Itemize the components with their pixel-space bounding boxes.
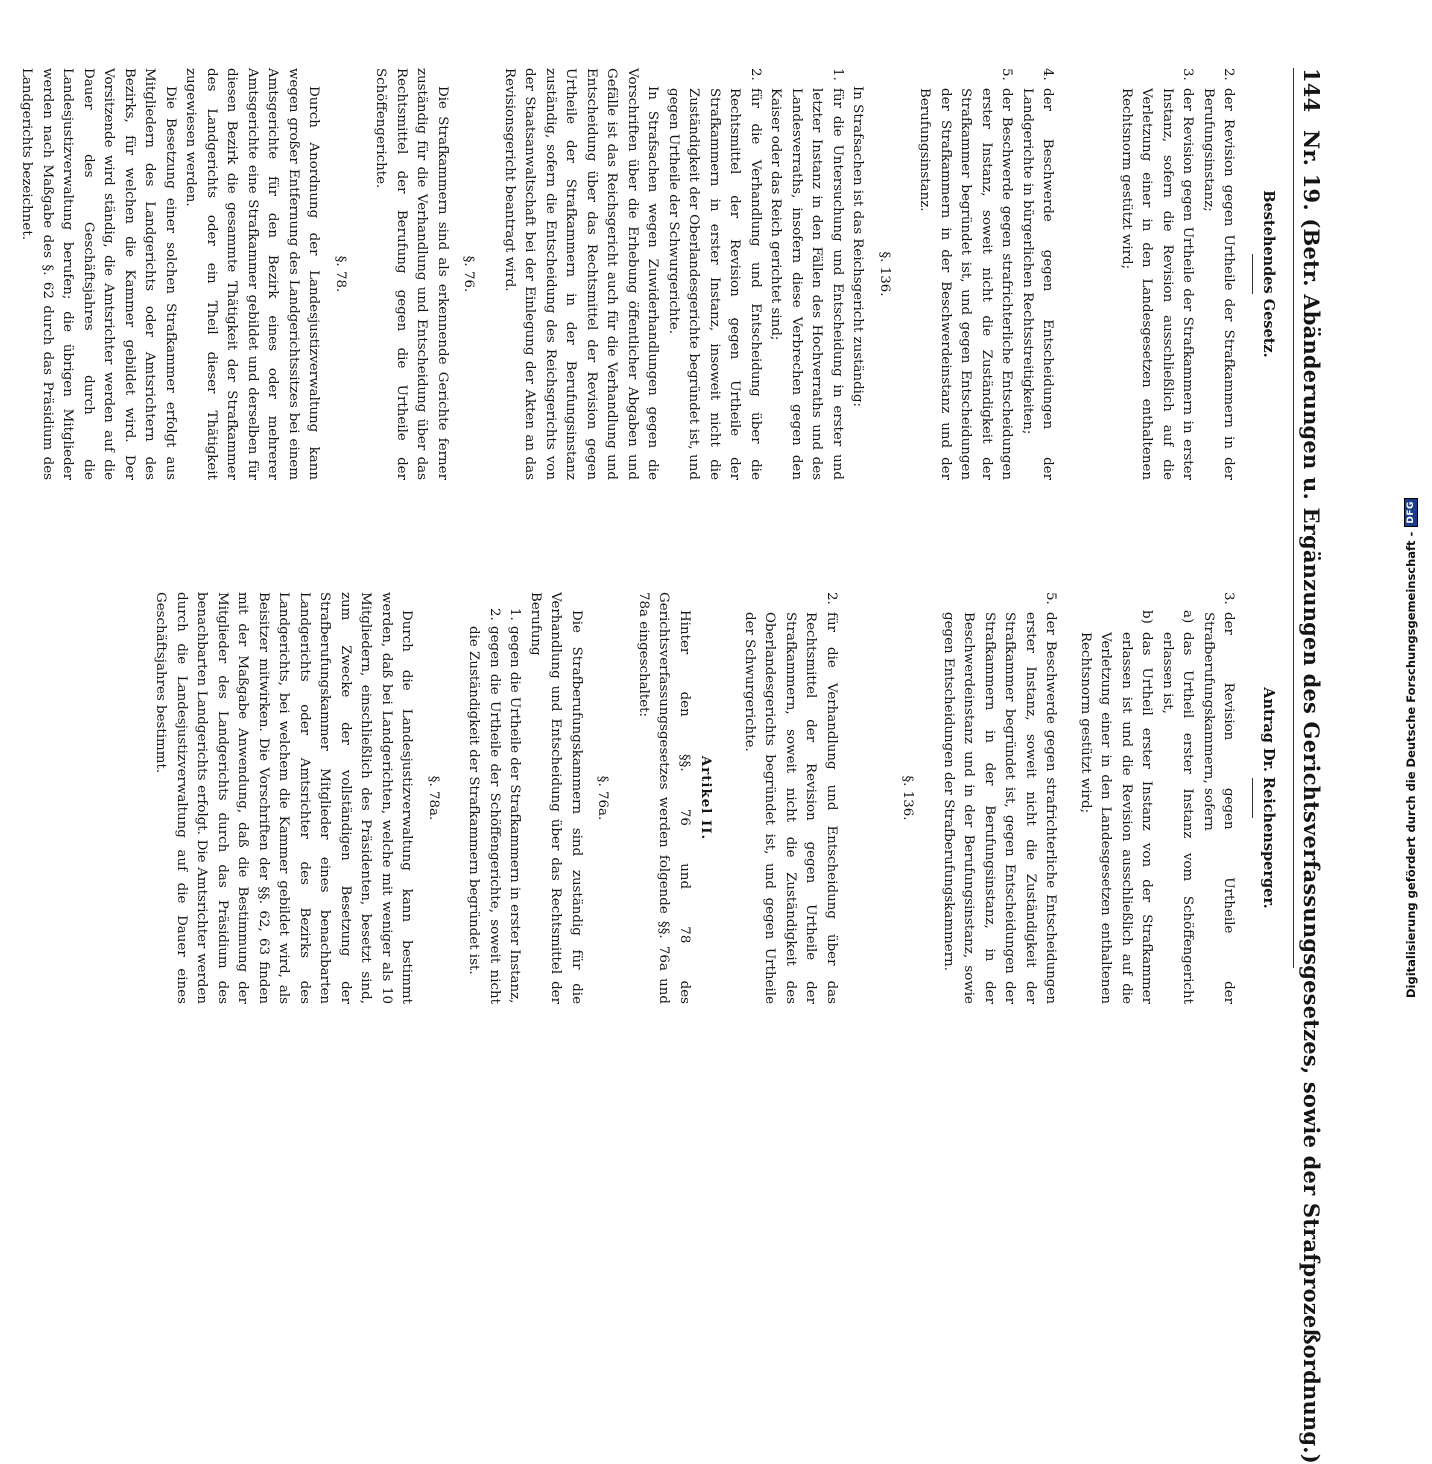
list-subitem: b) das Urtheil erster Instanz von der Strafkammer erlassen ist und die Revision ausschließlich auf die Verletzung einer in den Landesgesetzen enthaltenen Rechtsnorm gestützt wird; <box>1078 610 1155 1004</box>
paragraph: Die Strafkammern sind als erkennende Gerichte ferner zuständig für die Verhandlung und Entscheidung über das Rechtsmittel der Berufung gegen die Urtheile der Schöffengerichte. <box>373 68 450 480</box>
list-item: 1. gegen die Urtheile der Strafkammern in erster Instanz, <box>507 608 523 1004</box>
right-column-title: Antrag Dr. Reichensperger. <box>1260 687 1277 909</box>
article-heading: Artikel II. <box>698 755 715 841</box>
paragraph: Die Besetzung einer solchen Strafkammer erfolgt aus Mitgliedern des Landgerichts oder Amtsrichtern des Bezirks, für welchen die Kammer gebildet wird. Der Vorsitzende wird ständig, die Amtsrichter werden auf die Dauer des Geschäftsjahres durch die Landesjustizverwaltung berufen; die übrigen Mitglieder werden nach Maßgabe des §. 62 durch das Präsidium des Landgerichts bezeichnet. <box>19 68 178 480</box>
title-rule <box>1253 778 1254 818</box>
credit-text: Digitalisierung gefördert durch die Deutsche Forschungsgemeinschaft - <box>1404 531 1418 998</box>
header-rule <box>1293 68 1294 968</box>
left-column-existing-law <box>16 68 1278 480</box>
paragraph: Durch Anordnung der Landesjustizverwaltung kann wegen großer Entfernung des Landgerichtssitzes bei einem Amtsgerichte für den Bezirk eines oder mehrerer Amtsgerichte eine Strafkammer gebildet und derselben für diesen Bezirk die gesammte Thätigkeit der Strafkammer des Landgerichts oder ein Theil dieser Thätigkeit zugewiesen werden. <box>183 68 322 480</box>
paragraph: Die Strafberufungskammern sind zuständig für die Verhandlung und Entscheidung über das Rechtsmittel der Berufung <box>528 592 584 1004</box>
page-header-title: Nr. 19. (Betr. Abänderungen u. Ergänzungen des Gerichtsverfassungsgesetzes, sowie der Strafprozeßordnung.) <box>1299 129 1324 1464</box>
list-item: 1. für die Untersuchung und Entscheidung in erster und letzter Instanz in den Fällen des Hochverraths und des Landesverraths, insofern diese Verbrechen gegen den Kaiser oder das Reich gerichtet sind; <box>768 68 845 480</box>
title-rule <box>1253 254 1254 294</box>
digitization-credit <box>1404 498 1418 998</box>
list-item: 2. für die Verhandlung und Entscheidung über das Rechtsmittel der Revision gegen Urtheile der Strafkammern, soweit nicht die Zuständigkeit des Oberlandesgerichts begründet ist, und gegen Urtheile der Schwurgerichte. <box>742 592 839 1004</box>
section-heading: §. 136. <box>900 775 916 821</box>
list-item: 4. der Beschwerde gegen Entscheidungen der Landgerichte in bürgerlichen Rechtsstreitigkeiten; <box>1020 68 1056 480</box>
list-item: 2. gegen die Urtheile der Schöffengerichte, soweit nicht die Zuständigkeit der Strafkammern begründet ist. <box>466 608 502 1004</box>
page-number: 144 <box>1299 68 1324 113</box>
list-item: 3. der Revision gegen Urtheile der Strafberufungskammern, sofern <box>1201 592 1237 1004</box>
section-heading: §. 136. <box>877 251 892 297</box>
paragraph: In Strafsachen wegen Zuwiderhandlungen gegen die Vorschriften über die Erhebung öffentlicher Abgaben und Gefälle ist das Reichsgericht auch für die Verhandlung und Entscheidung über das Rechtsmittel der Revision gegen Urtheile der Strafkammern in der Berufungsinstanz zuständig, sofern die Entscheidung des Reichsgerichts von der Staatsanwaltschaft bei der Einlegung der Akten an das Revisionsgericht beantragt wird. <box>502 68 661 480</box>
section-heading: §. 76a. <box>595 775 611 821</box>
section-heading: §. 78. <box>333 255 348 293</box>
list-item: 2. für die Verhandlung und Entscheidung über die Rechtsmittel der Revision gegen Urtheile der Strafkammern in erster Instanz, insoweit nicht die Zuständigkeit der Oberlandesgerichte begründet ist, und gegen Urtheile der Schwurgerichte. <box>666 68 763 480</box>
list-item: 2. der Revision gegen Urtheile der Strafkammern in der Berufungsinstanz; <box>1201 68 1237 480</box>
paragraph: Hinter den §§. 76 und 78 des Gerichtsverfassungsgesetzes werden folgende §§. 76a und 78a eingeschaltet: <box>636 592 692 1004</box>
list-item: 5. der Beschwerde gegen strafrichterliche Entscheidungen erster Instanz, soweit nicht die Zuständigkeit der Strafkammer begründet ist, gegen Entscheidungen der Strafkammern in der Berufungsinstanz, in der Beschwerdeinstanz und in der Berufungsinstanz, sowie gegen Entscheidungen der Strafberufungskammern. <box>941 592 1059 1004</box>
list-subitem: a) das Urtheil erster Instanz vom Schöffengericht erlassen ist, <box>1160 610 1196 1004</box>
section-heading: §. 78a. <box>426 775 441 821</box>
spacer <box>1058 68 1116 480</box>
paragraph: Durch die Landesjustizverwaltung kann bestimmt werden, daß bei Landgerichten, welche mit weniger als 10 Mitgliedern, einschließlich des Präsidenten, besetzt sind, zum Zwecke der vollständigen Besetzung der Strafberufungskammer Mitglieder eines benachbarten Landgerichts oder Amtsrichter des Bezirks des Landgerichts, bei welchem die Kammer gebildet wird, als Beisitzer mitwirken. Die Vorschriften der §§. 62, 63 finden mit der Maßgabe Anwendung, daß die Bestimmung der Mitglieder des Landgerichts durch das Präsidium des benachbarten Landgerichts erfolgt. Die Amtsrichter werden durch die Landesjustizverwaltung auf die Dauer eines Geschäftsjahres bestimmt. <box>153 592 415 1004</box>
list-item: 5. der Beschwerde gegen strafrichterliche Entscheidungen erster Instanz, soweit nicht die Zuständigkeit der Strafkammer begründet ist, und gegen Entscheidungen der Strafkammern in der Beschwerdeinstanz und der Berufungsinstanz. <box>917 68 1015 480</box>
right-column-motion <box>150 592 1278 1004</box>
page-header <box>1299 68 1324 1464</box>
list-item: 3. der Revision gegen Urtheile der Strafkammern in erster Instanz, sofern die Revision ausschließlich auf die Verletzung einer in den Landesgesetzen enthaltenen Rechtsnorm gestützt wird; <box>1119 68 1196 480</box>
dfg-logo: DFG <box>1404 498 1418 527</box>
left-column-title: Bestehendes Gesetz. <box>1260 190 1277 358</box>
section-heading: §. 76. <box>461 255 477 293</box>
paragraph: In Strafsachen ist das Reichsgericht zuständig: <box>850 86 866 408</box>
